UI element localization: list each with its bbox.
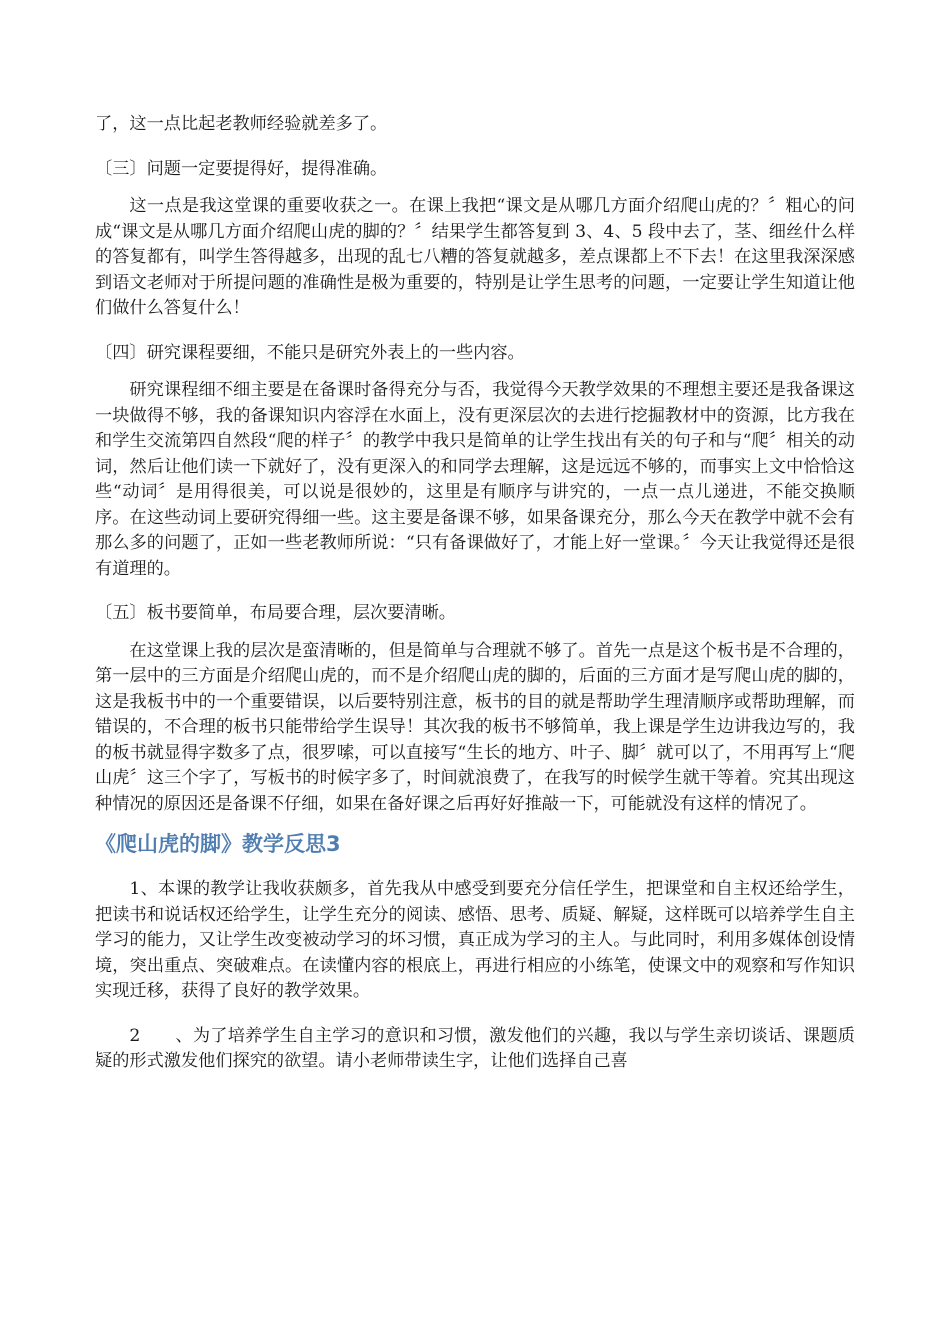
paragraph-section-4: 研究课程细不细主要是在备课时备得充分与否，我觉得今天教学效果的不理想主要还是我备课这一块做得不够，我的备课知识内容浮在水面上，没有更深层次的去进行挖掘教材中的资源，比方我在和学生交流第四自然段“爬的样子〞的教学中我只是简单的让学生找出有关的句子和与“爬〞相关的动词，然后让他们读一下就好了，没有更深入的和同学去理解，这是远远不够的，而事实上文中恰恰这些“动词〞是用得很美，可以说是很妙的，这里是有顺序与讲究的，一点一点儿递进，不能交换顺序。在这些动词上要研究得细一些。这主要是备课不够，如果备课充分，那么今天在教学中就不会有那么多的问题了，正如一些老教师所说：“只有备课做好了，才能上好一堂课。〞今天让我觉得还是很有道理的。 xyxy=(95,380,855,579)
section-title-3: 〔三〕问题一定要提得好，提得准确。 xyxy=(95,158,388,179)
section-title-4: 〔四〕研究课程要细，不能只是研究外表上的一些内容。 xyxy=(95,342,525,363)
paragraph-point-1: 1、本课的教学让我收获颇多，首先我从中感受到要充分信任学生，把课堂和自主权还给学生，把读书和说话权还给学生，让学生充分的阅读、感悟、思考、质疑、解疑，这样既可以培养学生自主学习的能力，又让学生改变被动学习的坏习惯，真正成为学习的主人。与此同时，利用多媒体创设情境，突出重点、突破难点。在读懂内容的根底上，再进行相应的小练笔，使课文中的观察和写作知识实现迁移，获得了良好的教学效果。 xyxy=(95,879,855,1001)
article-heading-number: 3 xyxy=(326,832,341,856)
document-body xyxy=(95,112,855,1075)
paragraph-section-3: 这一点是我这堂课的重要收获之一。在课上我把“课文是从哪几方面介绍爬山虎的？〞粗心的问成“课文是从哪几方面介绍爬山虎的脚的？〞结果学生都答复到 3、4、5 段中去了，茎、细丝什么样的答复都有，叫学生答得越多，出现的乱七八糟的答复就越多，差点课都上不下去！在这里我深深感到语文老师对于所提问题的准确性是极为重要的，特别是让学生思考的问题，一定要让学生知道让他们做什么答复什么！ xyxy=(95,196,855,318)
article-heading xyxy=(95,829,855,859)
paragraph-continuation: 了，这一点比起老教师经验就差多了。 xyxy=(95,114,388,134)
article-heading-text: 《爬山虎的脚》教学反思 xyxy=(95,832,326,856)
paragraph-point-2: 2 、为了培养学生自主学习的意识和习惯，激发他们的兴趣，我以与学生亲切谈话、课题质疑的形式激发他们探究的欲望。请小老师带读生字，让他们选择自己喜 xyxy=(95,1025,855,1071)
paragraph-section-5: 在这堂课上我的层次是蛮清晰的，但是简单与合理就不够了。首先一点是这个板书是不合理的，第一层中的三方面是介绍爬山虎的，而不是介绍爬山虎的脚的，后面的三方面才是写爬山虎的脚的，这是我板书中的一个重要错误，以后要特别注意，板书的目的就是帮助学生理清顺序或帮助理解，而错误的，不合理的板书只能带给学生误导！其次我的板书不够简单，我上课是学生边讲我边写的，我的板书就显得字数多了点，很罗嗦，可以直接写“生长的地方、叶子、脚〞就可以了，不用再写上“爬山虎〞这三个字了，写板书的时候字多了，时间就浪费了，在我写的时候学生就干等着。究其出现这种情况的原因还是备课不仔细，如果在备好课之后再好好推敲一下，可能就没有这样的情况了。 xyxy=(95,640,855,814)
section-title-5: 〔五〕板书要简单，布局要合理，层次要清晰。 xyxy=(95,603,456,623)
